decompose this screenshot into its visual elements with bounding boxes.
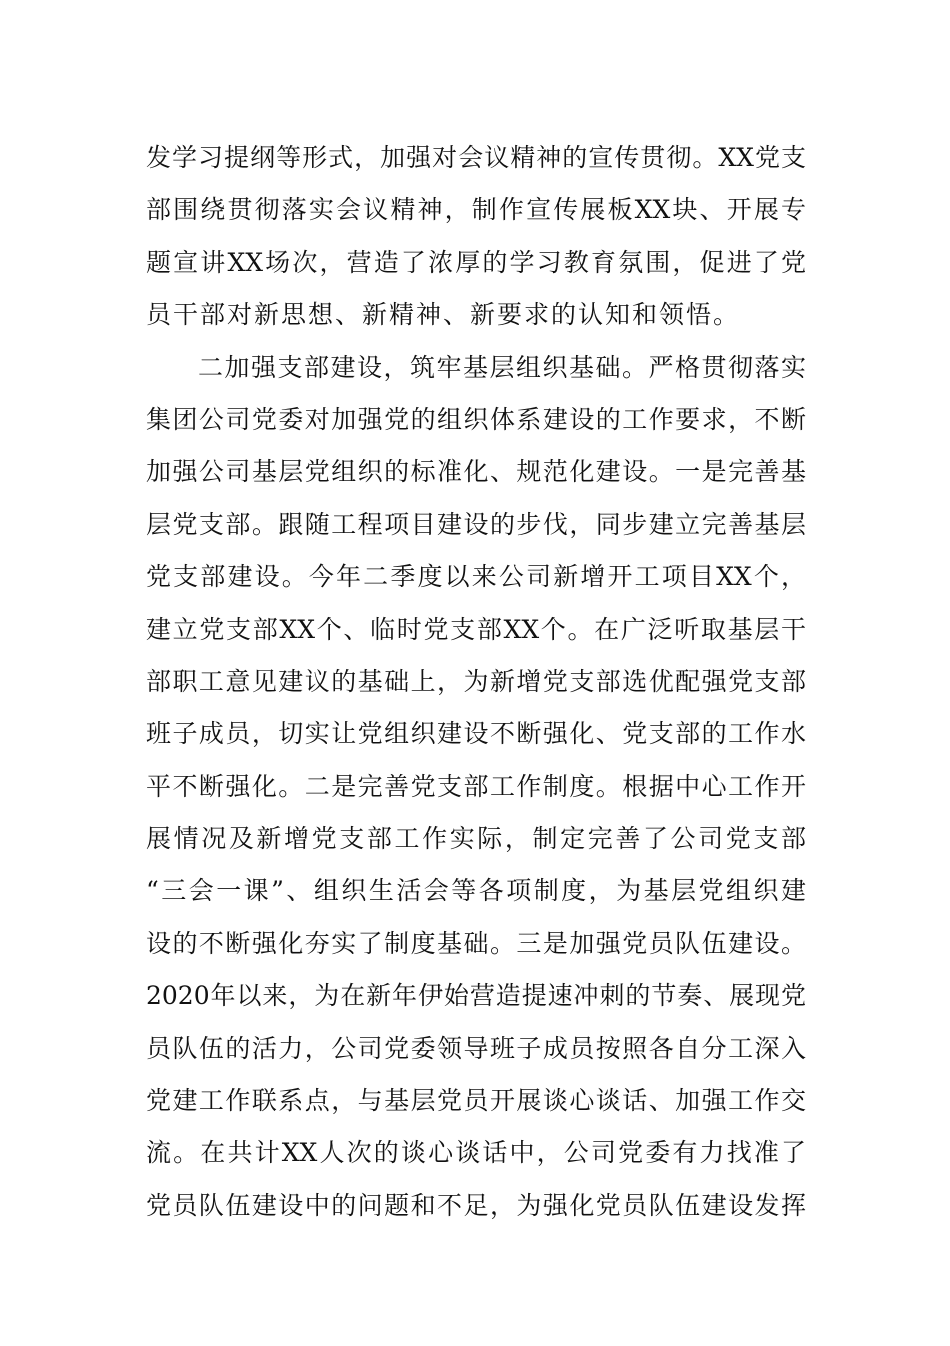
text-line: 员干部对新思想、新精神、新要求的认知和领悟。 xyxy=(146,300,741,330)
text-line: 流。在共计XX人次的谈心谈话中，公司党委有力找准了 xyxy=(146,1138,806,1168)
text-line: 党支部建设。今年二季度以来公司新增开工项目XX个， xyxy=(146,562,806,592)
text-line: 党建工作联系点，与基层党员开展谈心谈话、加强工作交 xyxy=(146,1086,806,1116)
text-line: 党员队伍建设中的问题和不足，为强化党员队伍建设发挥 xyxy=(146,1190,806,1220)
text-line: “三会一课”、组织生活会等各项制度，为基层党组织建 xyxy=(146,876,806,906)
text-line: 部围绕贯彻落实会议精神，制作宣传展板XX块、开展专 xyxy=(146,195,806,225)
paragraph-2 xyxy=(146,342,806,1233)
text-line: 加强公司基层党组织的标准化、规范化建设。一是完善基 xyxy=(146,457,806,487)
text-line: 发学习提纲等形式，加强对会议精神的宣传贯彻。XX党支 xyxy=(146,143,806,172)
text-line: 设的不断强化夯实了制度基础。三是加强党员队伍建设。 xyxy=(146,928,806,958)
text-line: 建立党支部XX个、临时党支部XX个。在广泛听取基层干 xyxy=(146,614,806,644)
text-line: 员队伍的活力，公司党委领导班子成员按照各自分工深入 xyxy=(146,1033,806,1063)
text-line: 平不断强化。二是完善党支部工作制度。根据中心工作开 xyxy=(146,771,806,801)
text-line: 部职工意见建议的基础上，为新增党支部选优配强党支部 xyxy=(146,666,806,696)
text-line: 题宣讲XX场次，营造了浓厚的学习教育氛围，促进了党 xyxy=(146,247,806,277)
text-line: 展情况及新增党支部工作实际，制定完善了公司党支部 xyxy=(146,824,806,854)
text-line: 二加强支部建设，筑牢基层组织基础。严格贯彻落实 xyxy=(198,352,806,382)
text-line: 集团公司党委对加强党的组织体系建设的工作要求，不断 xyxy=(146,404,806,434)
paragraph-1 xyxy=(146,132,806,342)
text-line: 层党支部。跟随工程项目建设的步伐，同步建立完善基层 xyxy=(146,509,806,539)
body-text xyxy=(146,132,806,1232)
text-line: 班子成员，切实让党组织建设不断强化、党支部的工作水 xyxy=(146,719,806,749)
text-line: 2020年以来，为在新年伊始营造提速冲刺的节奏、展现党 xyxy=(146,981,806,1011)
